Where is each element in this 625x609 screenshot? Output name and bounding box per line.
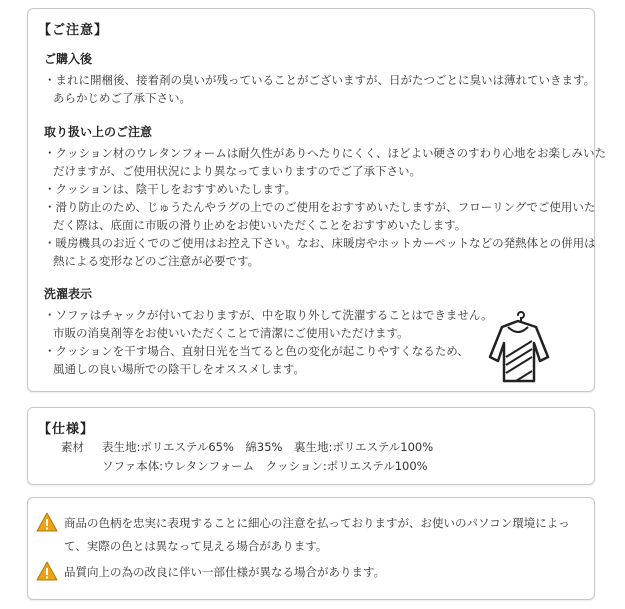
after-purchase-section [44, 51, 596, 107]
material-fabric: 表生地:ポリエステル65% 綿35% 裏生地:ポリエステル100% [102, 440, 434, 454]
color-notice-line: て、実際の色とは異なって見える場合があります。 [64, 539, 328, 553]
handling-line: だけますが、ご使用状況により異なってまいりますのでご了承下さい。 [53, 164, 421, 178]
handling-line: ・クッションは、陰干しをおすすめいたします。 [44, 182, 296, 196]
handling-line: ・滑り防止のため、じゅうたんやラグの上でのご使用をおすすめいたしますが、フローリングでご使用いた [44, 200, 596, 214]
care-notes-box [27, 8, 606, 392]
handling-heading: 取り扱い上のご注意 [44, 125, 153, 139]
material-body: ソファ本体:ウレタンフォーム クッション:ポリエステル100% [102, 459, 428, 473]
warning-icon [36, 512, 58, 532]
after-purchase-heading: ご購入後 [44, 52, 93, 66]
color-notice-line: 商品の色柄を忠実に表現することに細心の注意を払っておりますが、お使いのパソコン環境によっ [64, 516, 570, 530]
after-purchase-line: ・まれに開梱後、接着剤の臭いが残っていることがございますが、日がたつごとに臭いは薄れていきます。 [44, 73, 596, 87]
washing-line: ・クッションを干す場合、直射日光を当てると色の変化が起こりやすくなるため、 [44, 344, 469, 358]
washing-line: ・ソファはチャックが付いておりますが、中を取り外して洗濯することはできません。 [44, 308, 493, 322]
spec-box [27, 407, 595, 485]
handling-section [44, 124, 606, 270]
washing-heading: 洗濯表示 [44, 287, 93, 301]
spec-title: 【仕様】 [38, 422, 95, 437]
washing-line: 市販の消臭剤等をお使いいただくことで清潔にご使用いただけます。 [53, 326, 409, 340]
warning-icon [36, 561, 58, 581]
material-label: 素材 [61, 440, 84, 454]
spec-change-notice-text: 品質向上の為の改良に伴い一部仕様が異なる場合があります。 [64, 565, 386, 579]
washing-line: 風通しの良い場所での陰干しをオススメします。 [53, 362, 305, 376]
shade-dry-hanger-icon [486, 311, 550, 383]
handling-line: ・暖房機具のお近くでのご使用はお控え下さい。なお、床暖房やホットカーペットなどの発熱体との併用は [44, 236, 596, 250]
after-purchase-line: あらかじめご了承下さい。 [53, 91, 191, 105]
handling-line: だく際は、底面に市販の滑り止めをお使いいただくことをおすすめいたします。 [53, 218, 467, 232]
handling-line: 熱による変形などのご注意が必要です。 [53, 254, 260, 268]
notice-box [27, 497, 595, 600]
care-notes-title: 【ご注意】 [38, 23, 109, 38]
handling-line: ・クッション材のウレタンフォームは耐久性がありへたりにくく、ほどよい硬さのすわり心地をお楽しみいた [44, 146, 606, 160]
